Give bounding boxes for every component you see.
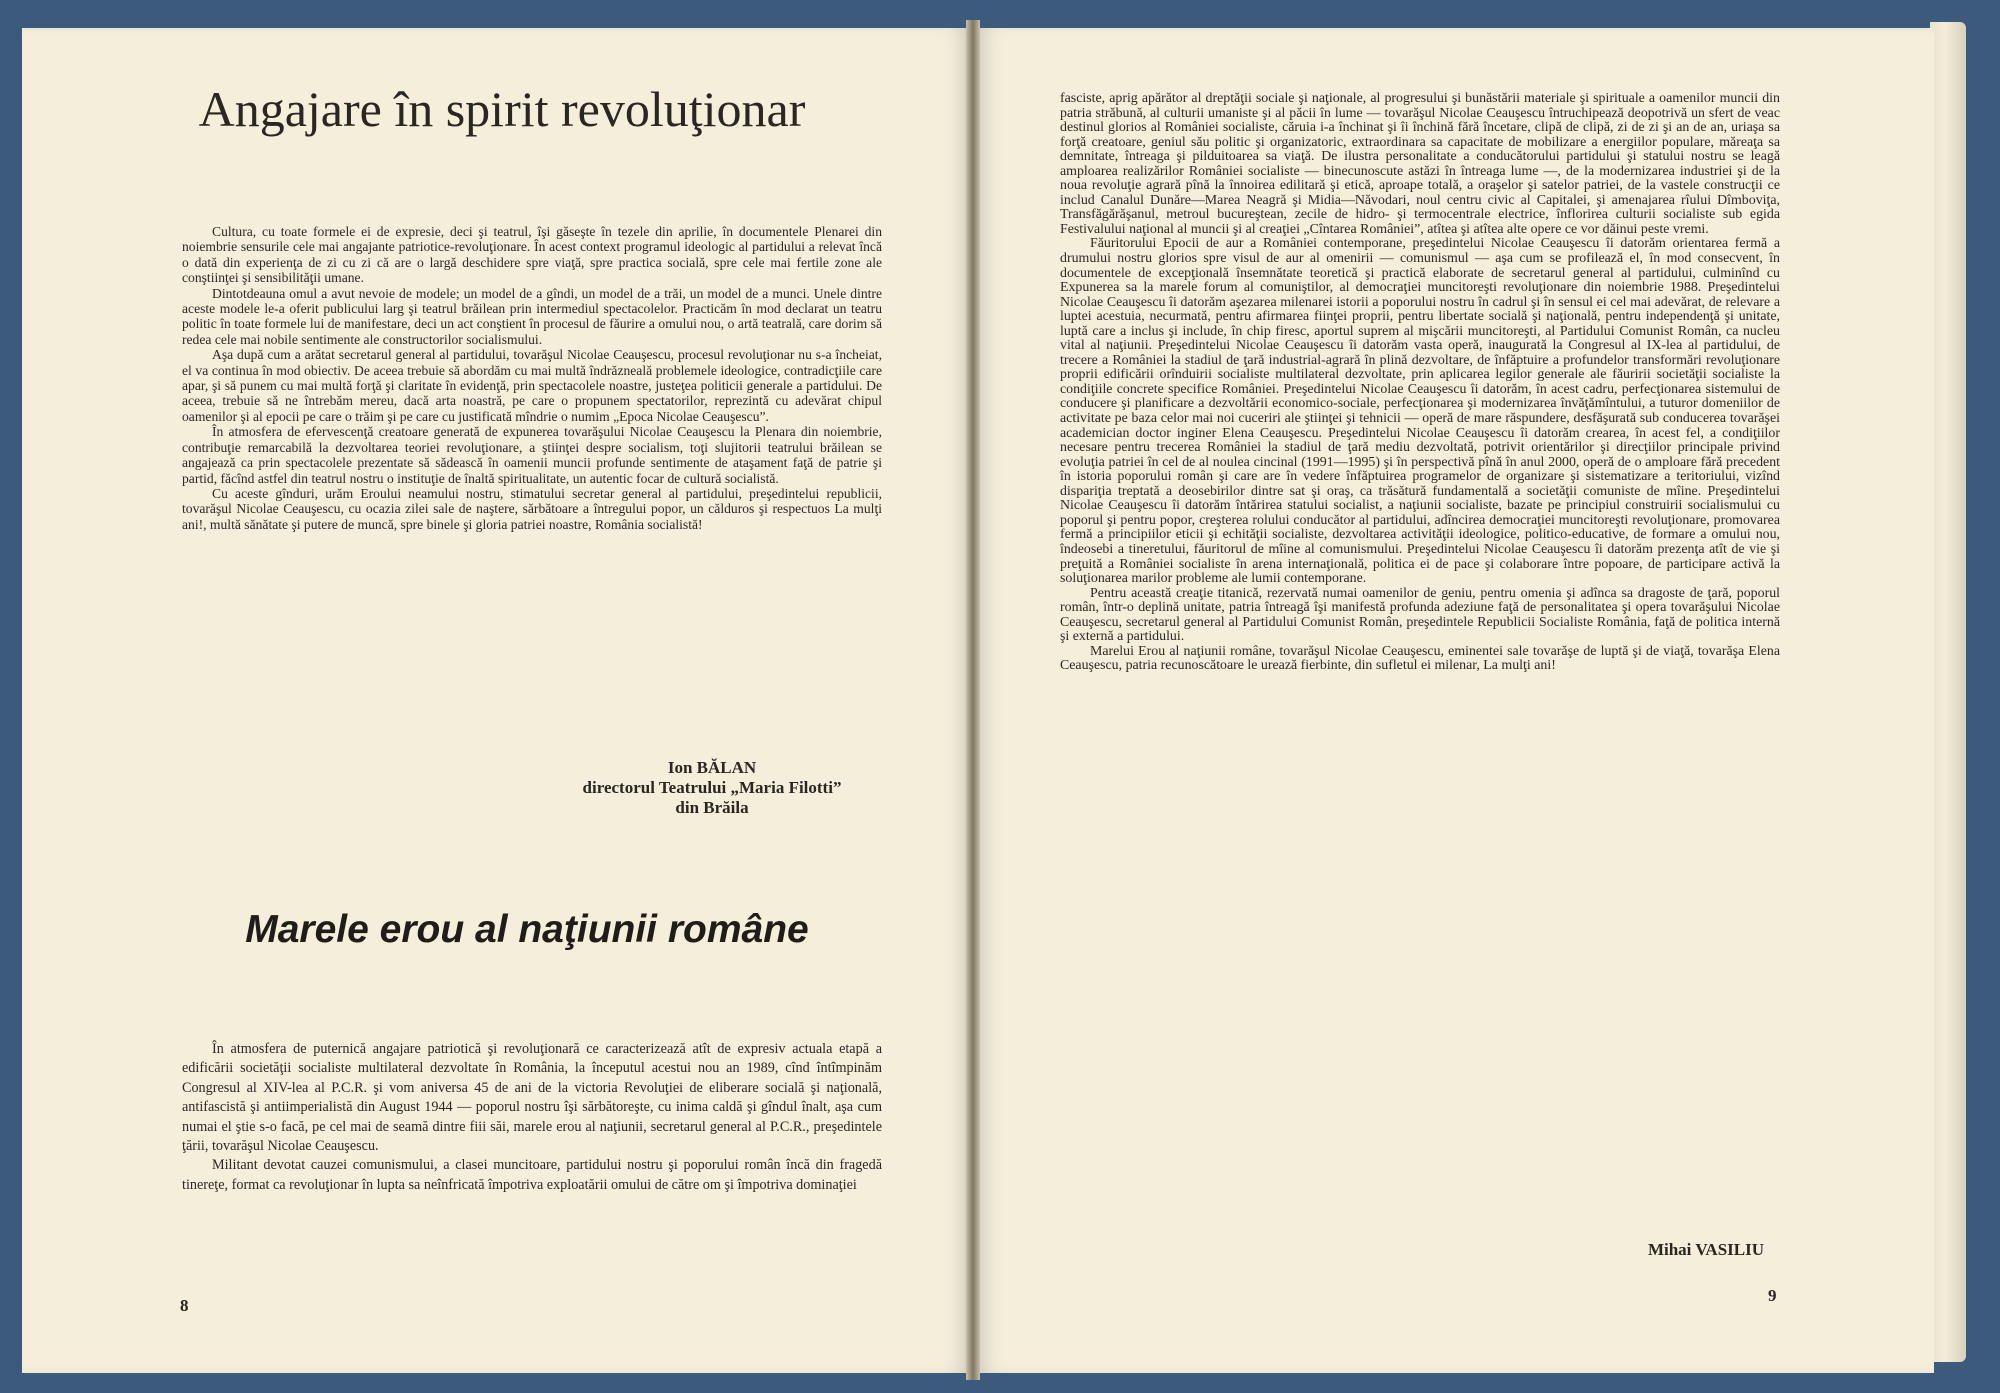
- author-place: din Brăila: [675, 798, 749, 817]
- paragraph: Militant devotat cauzei comunismului, a clasei muncitoare, partidului nostru şi poporului român încă din fragedă tinereţe, format ca revoluţionar în lupta sa neînfricată împotriva exploatării omului de către om şi împotriva dominaţiei: [182, 1157, 882, 1193]
- article-2-body: [182, 1040, 882, 1195]
- paragraph: În atmosfera de puternică angajare patriotică şi revoluţionară ce caracterizează atît de expresiv actuala etapă a edificării societăţii socialiste multilateral dezvoltate în România, la începutul acestui nou an 1989, cînd întîmpinăm Congresul al XIV-lea al P.C.R. şi vom aniversa 45 de ani de la victoria Revoluţiei de eliberare socială şi naţională, antifascistă şi antiimperialistă din August 1944 — poporul nostru îşi sărbătoreşte, cu inima caldă şi gîndul înalt, aşa cum numai el ştie s-o facă, pe cel mai de seamă dintre fiii săi, marele erou al naţiunii, secretarul general al P.C.R., preşedintele ţării, tovarăşul Nicolae Ceauşescu.: [182, 1041, 882, 1155]
- article-1-signature: [492, 758, 932, 818]
- paragraph: Dintotdeauna omul a avut nevoie de modele; un model de a gîndi, un model de a trăi, un model de a munci. Unele dintre aceste modele le-a oferit publicului larg şi teatrul brăilean prin intermediul spectacolelor. Practicăm în mod declarat un teatru politic în toate formele lui de manifestare, deci un act conştient în procesul de făurire a omului nou, o artă teatrală, care dorim să redea cele mai nobile sentimente ale constructorilor socialismului.: [182, 285, 882, 347]
- paragraph: În atmosfera de efervescenţă creatoare generată de expunerea tovarăşului Nicolae Ceauşescu la Plenara din noiembrie, contribuţie remarcabilă la dezvoltarea teoriei revoluţionare, a ştiinţei despre socialism, toţi slujitorii teatrului brăilean se angajează ca prin spectacolele prezentate să sădească în oamenii muncii profunde sentimente de ataşament faţă de patrie şi partid, făcînd astfel din teatrul nostru o instituţie de înaltă spiritualitate, un autentic focar de cultură socialistă.: [182, 424, 882, 486]
- left-page: [22, 28, 972, 1373]
- right-page: [974, 28, 1934, 1373]
- paragraph: Marelui Erou al naţiunii române, tovarăşul Nicolae Ceauşescu, eminentei sale tovarăşe de luptă şi de viaţă, tovarăşa Elena Ceauşescu, patria recunoscătoare le urează fierbinte, din sufletul ei milenar, La mulţi ani!: [1060, 643, 1780, 674]
- page-number-left: 8: [180, 1296, 189, 1315]
- page-edges: [1930, 22, 1966, 1362]
- paragraph: Cu aceste gînduri, urăm Eroului neamului nostru, stimatului secretar general al partidului, preşedintelui republicii, tovarăşul Nicolae Ceauşescu, cu ocazia zilei sale de naştere, sărbătoare a întregului popor, un călduros şi respectuos La mulţi ani!, multă sănătate şi putere de muncă, spre binele şi gloria patriei noastre, România socialistă!: [182, 485, 882, 532]
- article-1-body: [182, 224, 882, 532]
- paragraph: Pentru această creaţie titanică, rezervată numai oamenilor de geniu, pentru omenia şi adînca sa dragoste de ţară, poporul român, într-o deplină unitate, patria întreagă îşi manifestă profunda adeziune faţă de personalitatea şi opera tovarăşului Nicolae Ceauşescu, secretarul general al Partidului Comunist Român, preşedintele Republicii Socialiste România, faţă de politica internă şi externă a partidului.: [1060, 585, 1780, 645]
- paragraph: Cultura, cu toate formele ei de expresie, deci şi teatrul, îşi găseşte în tezele din aprilie, în documentele Plenarei din noiembrie sensurile cele mai angajante patriotice-revoluţionare. În acest context programul ideologic al partidului a relevat încă o dată din experienţa de zi cu zi că are o largă deschidere spre viaţă, spre practica socială, spre cele mai fertile zone ale conştiinţei şi sensibilităţii umane.: [182, 224, 882, 286]
- paragraph: Aşa după cum a arătat secretarul general al partidului, tovarăşul Nicolae Ceauşescu, procesul revoluţionar nu s-a încheiat, el va continua în mod obiectiv. De aceea trebuie să abordăm cu mai multă îndrăzneală problemele ideologice, contradicţiile care apar, şi să punem cu mai multă forţă şi claritate în evidenţă, prin spectacolele noastre, justeţea politicii generale a partidului. De aceea, trebuie să ne întrebăm mereu, dacă arta noastră, pe care o propunem spectatorilor, reprezintă cu adevărat chipul oamenilor şi al epocii pe care o trăim şi pe care cu justificată mîndrie o numim „Epoca Nicolae Ceauşescu”.: [182, 347, 882, 424]
- article-title-1: Angajare în spirit revoluţionar: [198, 81, 806, 137]
- paragraph: fasciste, aprig apărător al dreptăţii sociale şi naţionale, al progresului şi bunăstării materiale şi spirituale a oamenilor muncii din patria străbună, al culturii umaniste şi al păcii în lume — tovarăşul Nicolae Ceauşescu întruchipează deopotrivă un sfert de veac destinul glorios al României socialiste, căruia i-a închinat şi îi închină fără încetare, clipă de clipă, zi de zi şi an de an, uriaşa sa forţă creatoare, geniul său politic şi organizatoric, extraordinara sa capacitate de mobilizare a energiilor populare, măreaţa sa demnitate, întreaga şi pilduitoarea sa viaţă. De ilustra personalitate a conducătorului partidului şi statului nostru se leagă amploarea realizărilor României socialiste — binecunoscute astăzi în întreaga lume —, de la modernizarea industriei şi de la noua revoluţie agrară pînă la înnoirea edilitară şi etică, aproape totală, a oraşelor şi satelor patriei, de la vastele construcţii ce includ Canalul Dunăre—Marea Neagră şi Midia—Năvodari, noul centru civic al Capitalei, şi amenajarea rîului Dîmboviţa, Transfăgărăşanul, metroul bucureştean, zecile de hidro- şi termocentrale electrice, înflorirea culturii socialiste sub egida Festivalului naţional al muncii şi al creaţiei „Cîntarea României”, atîtea şi atîtea alte opere ce vor dăinui peste vremi.: [1060, 91, 1780, 237]
- page-number-right: 9: [1768, 1286, 1777, 1305]
- paragraph: Făuritorului Epocii de aur a României contemporane, preşedintelui Nicolae Ceauşescu îi datorăm orientarea fermă a drumului nostru glorios spre visul de aur al omenirii — comunismul — aşa cum se profilează el, în mod consecvent, în documentele de excepţională însemnătate teoretică şi practică elaborate de secretarul general al partidului, culminînd cu Expunerea sa la marele forum al comuniştilor, al democraţiei muncitoreşti revoluţionare din noiembrie 1988. Preşedintelui Nicolae Ceauşescu îi datorăm aşezarea milenarei istorii a poporului nostru în cadrul şi în sensul ei cel mai adevărat, de relevare a luptei acestuia, necurmată, pentru afirmarea fiinţei proprii, pentru libertate socială şi naţională, pentru independenţă şi unitate, luptă care a inclus şi include, în chip firesc, aportul suprem al mişcării muncitoreşti, al Partidului Comunist Român, ca nucleu vital al naţiunii. Preşedintelui Nicolae Ceauşescu îi datorăm vasta operă, inaugurată la Congresul al IX-lea al partidului, de trecere a României la stadiul de ţară industrial-agrară în plină dezvoltare, de înfăptuire a profundelor transformări revoluţionare proprii edificării orînduirii socialiste multilateral dezvoltate, prin aplicarea legilor generale ale făuririi societăţii socialiste la condiţiile concrete specifice României. Preşedintelui Nicolae Ceauşescu îi datorăm, în acest cadru, perfecţionarea sistemului de conducere şi planificare a dezvoltării economico-sociale, perfecţionarea şi modernizarea învăţămîntului, a tuturor domeniilor de activitate pe baza celor mai noi cuceriri ale ştiinţei şi tehnicii — operă de mare răspundere, desfăşurată sub conducerea tovarăşei academician doctor inginer Elena Ceauşescu. Preşedintelui Nicolae Ceauşescu îi datorăm crearea, în acest fel, a condiţiilor necesare pentru trecerea României la stadiul de ţară mediu dezvoltată, potrivit orientărilor şi direcţiilor principale privind evoluţia patriei în cel de al noulea cincinal (1991—1995) şi în perspectivă pînă în anul 2000, operă de o amploare fără precedent în istoria poporului român şi care are în vedere înfăptuirea programelor de organizare şi sistematizare a teritoriului, vizînd dispariţia treptată a deosebirilor dintre sat şi oraş, ca trăsătură fundamentală a societăţii comuniste de mîine. Preşedintelui Nicolae Ceauşescu îi datorăm întărirea statului socialist, a naţiunii socialiste, bazate pe principiul construirii socialismului cu poporul şi pentru popor, creşterea rolului conducător al partidului, adîncirea democraţiei muncitoreşti revoluţionare, promovarea fermă a principiilor eticii şi echităţii socialiste, dezvoltarea activităţii ideologice, politico-educative, de formare a omului nou, îndeosebi a tineretului, făuritorul de mîine al comunismului. Preşedintelui Nicolae Ceauşescu îi datorăm prezenţa atît de vie şi preţuită a României socialiste în arena internaţională, politica ei de pace şi colaborare între popoare, de participare activă la soluţionarea marilor probleme ale lumii contemporane.: [1060, 236, 1780, 587]
- author-role: directorul Teatrului „Maria Filotti”: [582, 778, 842, 797]
- article-title-2: Marele erou al naţiunii române: [245, 908, 809, 951]
- article-2-continued: [1060, 92, 1780, 674]
- article-2-signature: Mihai VASILIU: [1647, 1240, 1764, 1259]
- book-gutter: [966, 20, 980, 1380]
- author-name: Ion BĂLAN: [667, 758, 757, 777]
